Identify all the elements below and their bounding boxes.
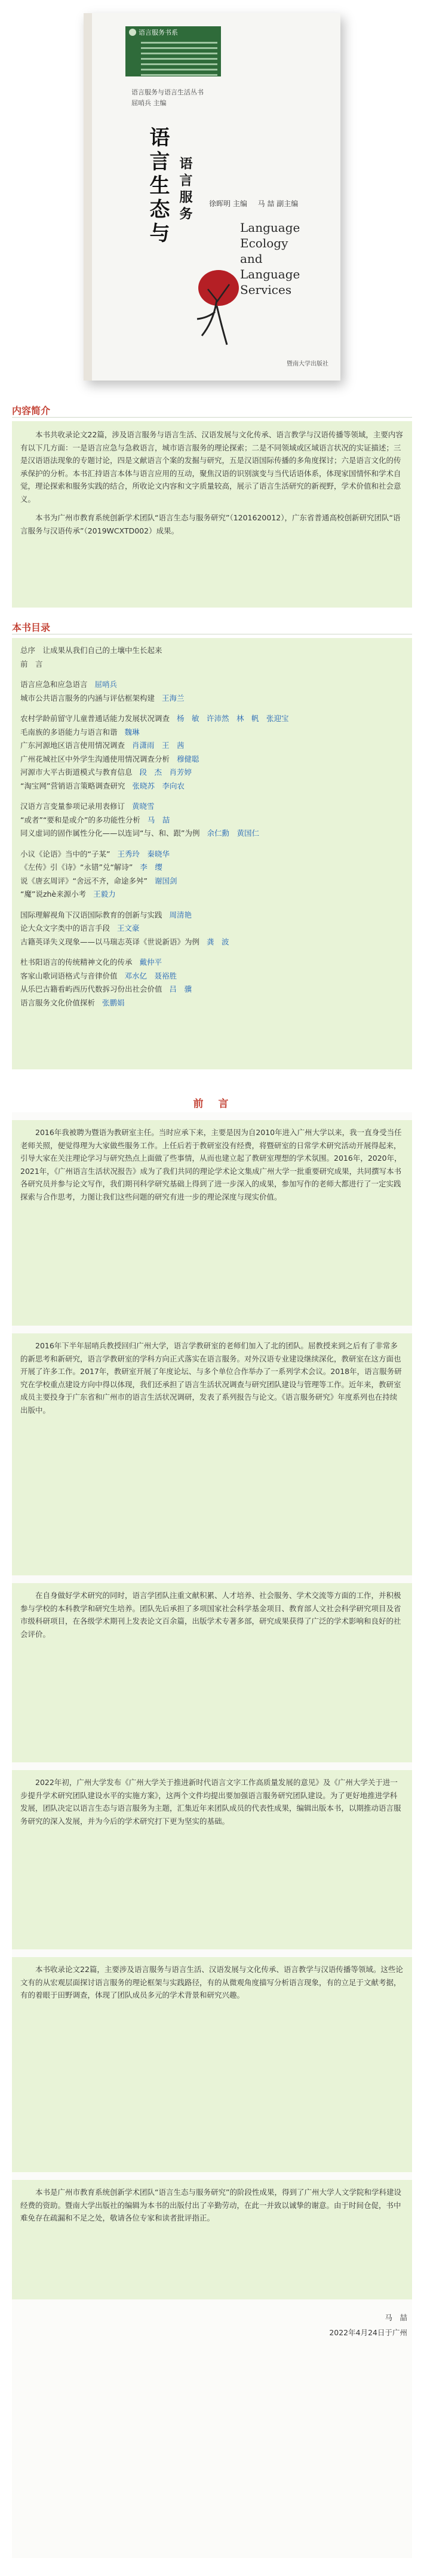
toc-entry-author: 李 缨 — [140, 863, 162, 872]
toc-entry-title: “或者”“要和是或介”的多功能性分析 — [20, 815, 140, 824]
cover-spine-edge — [84, 13, 92, 381]
toc-entry-title: 总序 让成果从我们自己的土壤中生长起来 — [20, 646, 162, 655]
toc-entry-author: 王文豪 — [117, 924, 140, 933]
toc-entry[interactable] — [20, 753, 404, 766]
intro-box — [12, 421, 412, 608]
preface-paragraph: 本书收录论文22篇，主要涉及语言服务与语言生活、汉语发展与文化传承、语言教学与汉语传播等领域。这些论文有的从宏观层面探讨语言服务的理论框架与实践路径，有的从微观角度描写分析语言现象，有的立足于文献考据，有的着眼于田野调查，体现了团队成员多元的学术背景和研究兴趣。 — [12, 1957, 412, 2172]
book-title-main: 语言生态与 — [146, 127, 170, 246]
toc-entry[interactable] — [20, 766, 404, 780]
toc-entry[interactable] — [20, 644, 404, 658]
preface-heading: 前 言 — [193, 1098, 231, 1110]
preface-signature: 马 喆 — [385, 2313, 407, 2322]
toc-entry-author: 穆健聪 — [177, 754, 199, 763]
chief-editor: 徐晖明 主编 — [209, 200, 247, 208]
series-decoration — [141, 42, 217, 79]
toc-entry-author: 张晓苏 李向农 — [132, 781, 185, 790]
toc-entry-title: 小议《论语》当中的“子某” — [20, 849, 110, 858]
cover-series-info — [131, 87, 204, 109]
toc-entry-title: “魔”说zhè来源小考 — [20, 890, 87, 898]
toc-entry-author: 谢国剑 — [154, 876, 177, 885]
toc-entry-title: 从乐巴古籍看屿西历代数拆习份出社会价值 — [20, 985, 162, 993]
series-logo-icon — [129, 29, 136, 36]
book-editors — [209, 198, 306, 208]
preface-paragraph: 2022年初，广州大学发布《广州大学关于推进新时代语言文字工作高质量发展的意见》及《广州大学关于进一步提升学术研究团队建设水平的实施方案》，这两个文件均提出要加强语言服务研究团队建设。为了更好地推进学科发展，团队决定以语言生态与语言服务为主题，汇集近年来团队成员的代表性成果，编辑出版本书，以期推动语言服务研究的深入发展，并为今后的学术研究打下更为坚实的基础。 — [12, 1770, 412, 1949]
deputy-editor: 马 喆 副主编 — [257, 200, 299, 208]
book-cover-area — [0, 0, 424, 394]
toc-entry[interactable] — [20, 827, 404, 841]
series-name: 语言服务书系 — [139, 29, 178, 36]
english-title-line-3: Language Services — [240, 267, 300, 297]
preface-paragraph: 2016年我被聘为暨语为教研室主任。当时应承下来，主要是因为自2010年进入广州大学以来，我一直身受当任老师关照，便觉得理为大家做些服务工作。上任后若于教研室没有经费，将暨研室的日常学术研究活动开展得起来，引导大家在关注理论学习与研究热点上面做了些事情，从而也建立起了教研室理想的学术氛围。2016年，2020年，2021年，《广州语言生活状况报告》成为了我们共同的理论学术论文集成广州大学一批重要研究成果，共同撰写本书各研究员并参与论文写作，我们期刊科学研究基础上得到了进一步深入的成果，参加写作的老师大都进行了一定实践探索与合作思考，力图让我们这些问题的研究有进一步的理论深度与现实价值。 — [12, 1120, 412, 1326]
publisher-name: 暨南大学出版社 — [287, 361, 328, 367]
toc-entry[interactable] — [20, 996, 404, 1010]
toc-entry[interactable] — [20, 861, 404, 875]
toc-entry-title: 农村学龄前留守儿童普通话能力发展状况调查 — [20, 714, 170, 723]
tree-illustration-icon — [184, 264, 256, 354]
toc-entry-title: 杜书阳语言的传统精神文化的传承 — [20, 958, 133, 967]
toc-entry-author: 龚 波 — [207, 937, 229, 946]
toc-group-gap — [20, 949, 404, 956]
toc-entry[interactable] — [20, 726, 404, 740]
toc-entry[interactable] — [20, 712, 404, 726]
intro-paragraph: 本书为广州市教育系统创新学术团队“语言生态与服务研究”（1201620012），广东省普通高校创新研究团队“语言服务与汉语传承”（2019WCXTD002）成果。 — [20, 513, 401, 535]
book-title-sub: 语言服务 — [177, 157, 193, 223]
toc-entry-title: “淘宝网”营销语言策略调查研究 — [20, 781, 125, 790]
series-editor: 屈哨兵 主编 — [131, 99, 167, 107]
toc-entry-author: 段 杰 肖芳婷 — [139, 768, 192, 777]
toc-entry[interactable] — [20, 814, 404, 827]
toc-entry[interactable] — [20, 739, 404, 753]
toc-entry[interactable] — [20, 909, 404, 922]
toc-box — [12, 638, 412, 1069]
toc-entry-author: 王海兰 — [162, 693, 185, 703]
series-subtitle: 语言服务与语言生活丛书 — [131, 88, 204, 96]
toc-entry-author: 周清艳 — [169, 910, 192, 919]
toc-entry-author: 王毅力 — [93, 890, 116, 898]
toc-entry-author: 余仁勳 黄国仁 — [207, 829, 259, 838]
book-cover — [84, 13, 340, 381]
toc-entry-title: 国际理解视角下汉语国际教育的创新与实践 — [20, 910, 162, 919]
toc-entry-title: 古籍英译失义现象——以马瑞志英译《世说新语》为例 — [20, 937, 200, 946]
toc-entry-author: 王秀玲 秦晓华 — [117, 849, 170, 858]
toc-entry[interactable] — [20, 658, 404, 671]
toc-entry-author: 魏琳 — [124, 727, 140, 737]
series-tab — [125, 26, 221, 38]
toc-entry[interactable] — [20, 936, 404, 949]
preface-paragraph: 本书是广州市教育系统创新学术团队“语言生态与服务研究”的阶段性成果，得到了广州大学人文学院和学科建设经费的资助。暨南大学出版社的编辑为本书的出版付出了辛勤劳动，在此一并致以诚挚的谢意。由于时间仓促，书中难免存在疏漏和不足之处，敬请各位专家和读者批评指正。 — [12, 2180, 412, 2299]
intro-paragraph: 本书共收录论文22篇，涉及语言服务与语言生活、汉语发展与文化传承、语言教学与汉语传播等领域，主要内容有以下几方面：一是语言应急与急救语言，城市语言服务的理论探索；二是不同领域或区域语言状况的实证描述；三是汉语语法现象的专题讨论，四是文献语言个案的发掘与研究，五是汉语国际传播的多角度探讨；六是语言文化的传承保护的分析。本书汇持语言本体与语言应用的互动，聚焦汉语的识别演变与当代话语体系，体现家国情怀和学术自觉，理论探索和服务实践的结合，所收论文内容和文字质量较高，展示了语言生活研究的新视野，学术价值和社会意义。 — [20, 430, 403, 504]
toc-entry-title: 城市公共语言服务的内涵与评估框架构建 — [20, 693, 155, 703]
toc-entry[interactable] — [20, 780, 404, 793]
toc-entry-title: 前 言 — [20, 659, 43, 668]
toc-group-gap — [20, 793, 404, 800]
divider — [12, 417, 412, 418]
toc-entry[interactable] — [20, 678, 404, 692]
toc-entry[interactable] — [20, 848, 404, 861]
series-band — [125, 26, 221, 76]
toc-heading: 本书目录 — [12, 622, 51, 633]
toc-entry[interactable] — [20, 875, 404, 888]
toc-entry-author: 邓水亿 聂裕胜 — [124, 971, 177, 980]
toc-entry-title: 毛南族的多语能力与语言和谐 — [20, 727, 118, 737]
toc-entry[interactable] — [20, 692, 404, 706]
toc-entry-author: 黄晓雪 — [132, 802, 155, 811]
preface-paragraph: 在自身做好学术研究的同时，语言学团队注重文献积累、人才培养、社会服务、学术交流等方面的工作，并积极参与学校的本科教学和研究生培养。团队先后承担了多项国家社会科学基金项目、教育部人文社会科学研究项目及省市级科研项目，在各级学术期刊上发表论文百余篇，出版学术专著多部，研究成果获得了广泛的学术影响和良好的社会评价。 — [12, 1583, 412, 1762]
toc-group-gap — [20, 841, 404, 848]
toc-entry[interactable] — [20, 983, 404, 996]
toc-entry-author: 戴仲平 — [139, 958, 162, 967]
toc-entry[interactable] — [20, 970, 404, 983]
toc-entry-title: 语言服务文化价值探析 — [20, 998, 96, 1007]
toc-entry[interactable] — [20, 888, 404, 901]
toc-entry[interactable] — [20, 800, 404, 814]
preface-date: 2022年4月24日于广州 — [329, 2328, 407, 2337]
intro-heading: 内容简介 — [12, 405, 51, 416]
toc-entry-author: 吕 骥 — [169, 985, 192, 993]
toc-entry-title: 客家山歌词语格式与音律价值 — [20, 971, 118, 980]
toc-group-gap — [20, 705, 404, 712]
toc-entry-title: 广州花城社区中外学生沟通使用情况调查分析 — [20, 754, 170, 763]
toc-entry[interactable] — [20, 922, 404, 936]
toc-entry-title: 汉语方言变量参项记录用表修订 — [20, 802, 125, 811]
toc-entry-title: 说《唐玄周评》“舍远不齐，命途多舛” — [20, 876, 148, 885]
english-title-line-1: Language Ecology — [240, 220, 300, 250]
toc-entry-title: 论大众文字类中的语言手段 — [20, 924, 110, 933]
toc-entry-title: 同义虚词的固作属性分化——以连词“与、和、跟”为例 — [20, 829, 200, 838]
toc-entry-title: 广东河源地区语言使用情况调查 — [20, 741, 125, 750]
toc-entry-author: 杨 敏 许沛然 林 帆 张迎宝 — [177, 714, 289, 723]
english-title-line-2: and — [240, 252, 263, 266]
toc-entry-title: 语言应急和应急语言 — [20, 680, 88, 689]
toc-entry[interactable] — [20, 956, 404, 970]
toc-entry-author: 马 喆 — [147, 815, 170, 824]
toc-group-gap — [20, 901, 404, 909]
preface-paragraph: 2016年下半年屈哨兵教授回归广州大学，语言学教研室的老师们加入了北的团队。屈教授来到之后有了非常多的新思考和新研究，语言学教研室的学科方向正式落实在语言服务。对外汉语专业建设继续深化，教研室在这方面也开展了许多工作。2017年，教研室开展了年度论坛、与多个单位合作举办了一系列学术会议。2018年，语言服务研究在学校重点建设方向中得以体现，我们还承担了语言生活状况调查与研究团队建设与管理等工作。近年来，教研室成员主要投身于广东省和广州市的语言生活状况调研，发表了系列报告与论文。《语言服务研究》年度系列也在持续出版中。 — [12, 1333, 412, 1575]
toc-entry-title: 《左传》引《诗》“永错”兑“解诗” — [20, 863, 133, 872]
toc-entry-title: 河源市大平古街道模式与教育信息 — [20, 768, 133, 777]
toc-entry-author: 肖潇雨 王 茜 — [132, 741, 185, 750]
toc-entry-author: 张鹏娟 — [102, 998, 125, 1007]
toc-group-gap — [20, 671, 404, 678]
toc-entry-author: 屈哨兵 — [94, 680, 118, 689]
